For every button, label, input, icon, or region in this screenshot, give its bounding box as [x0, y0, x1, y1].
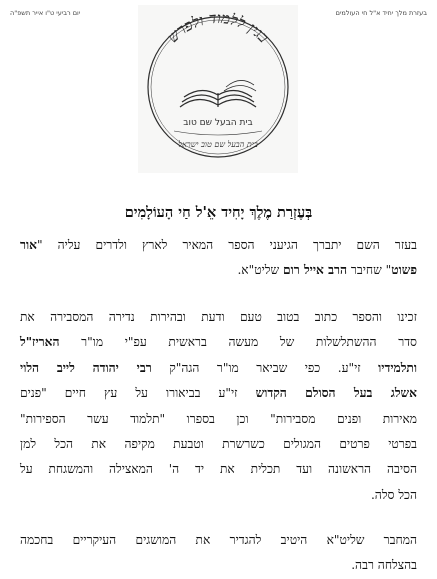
text-span: זי"ע. כפי שביאר מו"ר הגה"ק — [151, 360, 379, 375]
header-running-title: בעזרת מלך יחיד א"ל חי העולמים — [335, 9, 427, 17]
seal-arc-text: בגין ללמוד ולפרש — [163, 8, 273, 47]
seal-signature: בית הבעל שם טוב ישראל — [178, 140, 258, 149]
paragraph-3 — [20, 528, 417, 579]
paragraph-2-line-4 — [20, 381, 417, 406]
paragraph-2-line-6: בפרטי פרטים המגולים כשרשרת וטבעת מקיפה את הכל למן — [20, 437, 417, 452]
name-bold: ותלמידיו — [378, 360, 417, 375]
paragraph-2-line-7: הסיבה הראשונה ועד תכלית את יד ה' המאצילה והמשגחת על — [20, 462, 417, 477]
seal-center-text: בית הבעל שם טוב — [183, 118, 253, 128]
paragraph-2-line-5: מאירות ופנים מסבירות" וכן בספרו "תלמוד עשר הספירות" — [20, 411, 417, 426]
name-bold: אשלג בעל הסולם הקדוש — [255, 386, 417, 401]
name-bold: האריז"ל — [20, 335, 60, 350]
paragraph-3-line-1: המחבר שליט"א היטיב להגדיר את המושגים העיקריים בחכמה — [20, 533, 417, 547]
seal-svg — [138, 5, 298, 173]
seal-divider — [174, 131, 262, 135]
header-date: יום רביעי ט"ו אייר תשפ"ה — [10, 9, 81, 17]
paragraph-1 — [20, 233, 417, 284]
paragraph-3-line-2: בהצלחה רבה. — [351, 558, 417, 573]
document-title: בְּעֶזְרַת מֶלֶךְ יָחִיד אֵ'ל חַי הָעוֹלָמִים — [124, 204, 313, 221]
name-bold: רבי יהודה לייב הלוי — [20, 360, 152, 375]
paragraph-2-line-8: הכל סלה. — [370, 487, 417, 502]
paragraph-2-line-2 — [20, 330, 417, 355]
text-span: " שחיבר — [346, 263, 392, 278]
book-name-bold: פשוט — [391, 263, 417, 278]
text-span: שליט"א. — [237, 263, 283, 278]
text-span: סדר ההשתלשלות של מעשה בראשית עפ"י מו"ר — [59, 335, 417, 350]
author-name-bold: הרב אייל רום — [283, 263, 347, 278]
paragraph-1-line-1 — [20, 233, 417, 258]
paragraph-1-line-2 — [20, 258, 417, 283]
paragraph-2 — [20, 305, 417, 508]
text-span: בעזר השם יתברך הגיעני הספר המאיר לארץ ולדרים עליה " — [36, 238, 417, 252]
paragraph-2-line-3 — [20, 356, 417, 381]
seal-image — [138, 5, 298, 173]
open-book-icon — [180, 80, 256, 107]
text-span: זי"ע בביאורו על עץ חיים "פנים — [20, 386, 256, 401]
book-name-bold: אור — [20, 238, 37, 252]
paragraph-2-line-1: זכינו והספר כתוב בטוב טעם ודעת ובהירות נדירה המסבירה את — [20, 310, 417, 324]
